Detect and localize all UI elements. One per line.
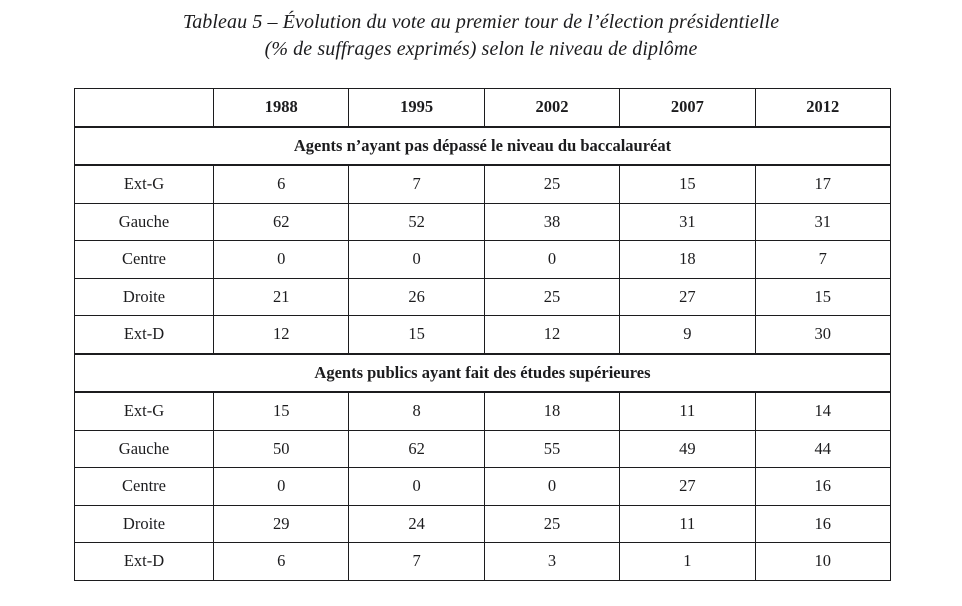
year-header-1995: 1995	[349, 89, 484, 127]
cell: 8	[349, 392, 484, 430]
cell: 14	[755, 392, 890, 430]
cell: 0	[349, 241, 484, 279]
cell: 21	[214, 278, 349, 316]
cell: 7	[349, 165, 484, 203]
cell: 1	[620, 543, 755, 581]
vote-table	[74, 88, 891, 581]
section-header-bac	[75, 127, 891, 166]
cell: 27	[620, 468, 755, 506]
cell: 3	[484, 543, 619, 581]
cell: 16	[755, 505, 890, 543]
table-row	[75, 543, 891, 581]
cell: 7	[349, 543, 484, 581]
cell: 24	[349, 505, 484, 543]
cell: 29	[214, 505, 349, 543]
table-row	[75, 430, 891, 468]
cell: 6	[214, 543, 349, 581]
row-label: Centre	[75, 468, 214, 506]
caption-line-2: (% de suffrages exprimés) selon le niveau de diplôme	[264, 38, 698, 60]
cell: 17	[755, 165, 890, 203]
table-row	[75, 165, 891, 203]
cell: 0	[484, 468, 619, 506]
cell: 18	[620, 241, 755, 279]
cell: 15	[620, 165, 755, 203]
cell: 31	[620, 203, 755, 241]
year-header-1988: 1988	[214, 89, 349, 127]
cell: 18	[484, 392, 619, 430]
table-row	[75, 203, 891, 241]
cell: 62	[349, 430, 484, 468]
cell: 0	[349, 468, 484, 506]
caption-line-1: Tableau 5 – Évolution du vote au premier tour de l’élection présidentielle	[182, 11, 780, 33]
section-header-superieur	[75, 354, 891, 393]
year-header-2002: 2002	[484, 89, 619, 127]
cell: 15	[349, 316, 484, 354]
cell: 49	[620, 430, 755, 468]
cell: 11	[620, 392, 755, 430]
corner-cell	[75, 89, 214, 127]
cell: 0	[214, 468, 349, 506]
cell: 0	[484, 241, 619, 279]
cell: 44	[755, 430, 890, 468]
row-label: Ext-G	[75, 392, 214, 430]
cell: 26	[349, 278, 484, 316]
cell: 0	[214, 241, 349, 279]
table-row	[75, 468, 891, 506]
row-label: Gauche	[75, 203, 214, 241]
cell: 62	[214, 203, 349, 241]
cell: 25	[484, 165, 619, 203]
row-label: Ext-G	[75, 165, 214, 203]
table-row	[75, 505, 891, 543]
section-header-label: Agents n’ayant pas dépassé le niveau du baccalauréat	[75, 127, 891, 166]
table-row	[75, 392, 891, 430]
cell: 12	[214, 316, 349, 354]
row-label: Ext-D	[75, 543, 214, 581]
table-row	[75, 316, 891, 354]
cell: 25	[484, 278, 619, 316]
cell: 50	[214, 430, 349, 468]
year-header-2007: 2007	[620, 89, 755, 127]
cell: 15	[214, 392, 349, 430]
row-label: Centre	[75, 241, 214, 279]
year-header-2012: 2012	[755, 89, 890, 127]
cell: 10	[755, 543, 890, 581]
row-label: Droite	[75, 278, 214, 316]
year-header-row	[75, 89, 891, 127]
cell: 38	[484, 203, 619, 241]
cell: 30	[755, 316, 890, 354]
cell: 15	[755, 278, 890, 316]
cell: 12	[484, 316, 619, 354]
section-header-label: Agents publics ayant fait des études supérieures	[75, 354, 891, 393]
cell: 7	[755, 241, 890, 279]
row-label: Droite	[75, 505, 214, 543]
cell: 52	[349, 203, 484, 241]
table-caption	[0, 0, 962, 63]
table-row	[75, 278, 891, 316]
cell: 9	[620, 316, 755, 354]
row-label: Gauche	[75, 430, 214, 468]
row-label: Ext-D	[75, 316, 214, 354]
table-row	[75, 241, 891, 279]
cell: 25	[484, 505, 619, 543]
cell: 11	[620, 505, 755, 543]
cell: 55	[484, 430, 619, 468]
cell: 31	[755, 203, 890, 241]
cell: 6	[214, 165, 349, 203]
cell: 27	[620, 278, 755, 316]
cell: 16	[755, 468, 890, 506]
vote-table-container	[74, 88, 891, 581]
